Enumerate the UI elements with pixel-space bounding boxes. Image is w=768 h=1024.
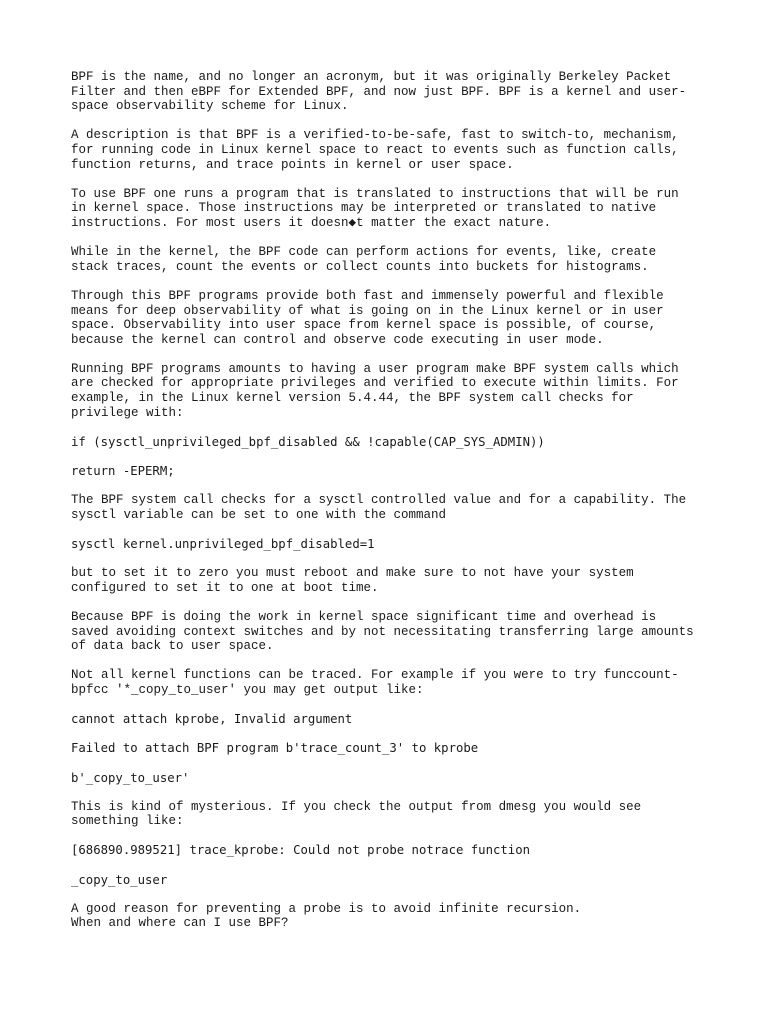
paragraph-reboot: but to set it to zero you must reboot and make sure to not have your system configured to set it to one at boot time. [71,566,634,595]
code-line-sysctl-check: if (sysctl_unprivileged_bpf_disabled && !capable(CAP_SYS_ADMIN)) [71,434,545,449]
paragraph-bpf-description: A description is that BPF is a verified-to-be-safe, fast to switch-to, mechanism, for running code in Linux kernel space to react to events such as function calls, function returns, and trace points in kernel or user space. [71,128,679,172]
paragraph-kernel-space-overhead: Because BPF is doing the work in kernel space significant time and overhead is saved avoiding context switches and by not necessitating transferring large amounts of data back to user space. [71,609,694,654]
code-line-return-eperm: return -EPERM; [71,464,175,479]
paragraph-observability: Through this BPF programs provide both fast and immensely powerful and flexible means for deep observability of what is going on in the Linux kernel or in user space. Observability into user space from kernel space is possible, of course, because the kernel can control and observe code executing in user mode. [71,288,664,347]
output-line-copy-to-user: b'_copy_to_user' [71,770,190,785]
paragraph-mysterious: This is kind of mysterious. If you check the output from dmesg you would see something like: [71,799,642,829]
paragraph-bpf-name: BPF is the name, and no longer an acronym, but it was originally Berkeley Packet Filter and then eBPF for Extended BPF, and now just BPF. BPF is a kernel and user- space observability scheme for Linux. [71,70,687,114]
paragraph-system-calls: Running BPF programs amounts to having a user program make BPF system calls which are checked for appropriate privileges and verified to execute within limits. For example, in the Linux kernel version 5.4.44, the BPF system call checks for privilege with: [71,361,679,420]
paragraph-sysctl-capability: The BPF system call checks for a sysctl controlled value and for a capability. The sysctl variable can be set to one with the command [71,493,687,522]
paragraph-not-all-traced: Not all kernel functions can be traced. For example if you were to try funccount- bpfcc '*_copy_to_user' you may get output like: [71,668,679,697]
code-line-sysctl-command: sysctl kernel.unprivileged_bpf_disabled=1 [71,537,375,551]
document-page [71,70,711,946]
heading-when-where: When and where can I use BPF? [71,916,289,931]
paragraph-recursion: A good reason for preventing a probe is to avoid infinite recursion. [71,901,582,916]
output-line-copy-to-user-2: _copy_to_user [71,872,168,887]
paragraph-kernel-actions: While in the kernel, the BPF code can perform actions for events, like, create stack traces, count the events or collect counts into buckets for histograms. [71,245,657,274]
output-line-failed-attach: Failed to attach BPF program b'trace_count_3' to kprobe [71,741,479,756]
output-line-cannot-attach: cannot attach kprobe, Invalid argument [71,712,353,727]
output-line-dmesg: [686890.989521] trace_kprobe: Could not probe notrace function [71,843,531,858]
paragraph-using-bpf: To use BPF one runs a program that is translated to instructions that will be run in kernel space. Those instructions may be interpreted or translated to native instructions. For most users it doesn◆t matter the exact nature. [71,186,679,230]
